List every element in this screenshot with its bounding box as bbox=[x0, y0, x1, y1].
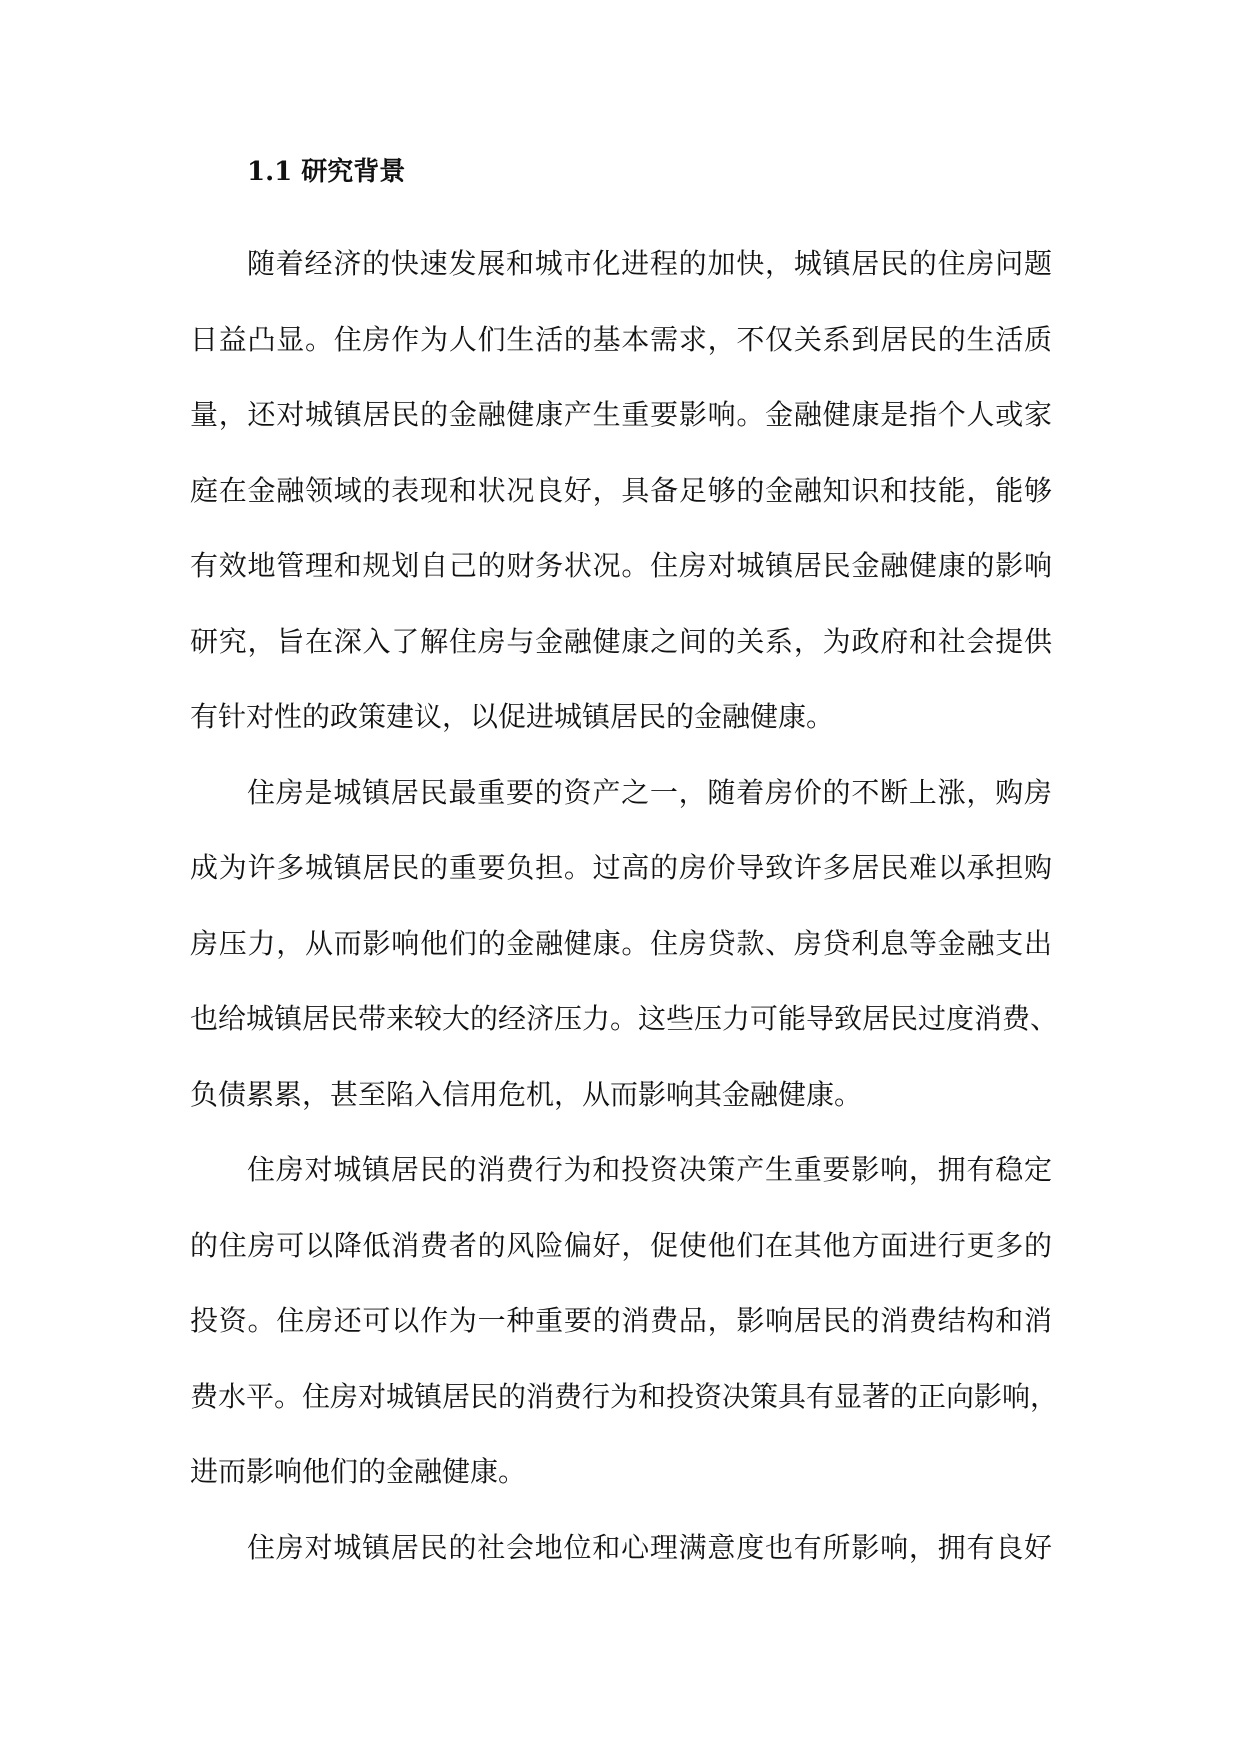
text-line: 研究，旨在深入了解住房与金融健康之间的关系，为政府和社会提供 bbox=[190, 624, 1052, 658]
section-heading bbox=[190, 150, 1052, 194]
text-line: 量，还对城镇居民的金融健康产生重要影响。金融健康是指个人或家 bbox=[190, 398, 1052, 431]
section-number: 1.1 bbox=[247, 157, 293, 187]
text-line: 日益凸显。住房作为人们生活的基本需求，不仅关系到居民的生活质 bbox=[190, 322, 1052, 356]
text-line: 住房对城镇居民的社会地位和心理满意度也有所影响，拥有良好 bbox=[247, 1530, 1052, 1564]
paragraph-2 bbox=[190, 755, 1059, 1133]
text-line: 投资。住房还可以作为一种重要的消费品，影响居民的消费结构和消 bbox=[190, 1304, 1052, 1337]
paragraph-3 bbox=[190, 1132, 1059, 1510]
text-line: 成为许多城镇居民的重要负担。过高的房价导致许多居民难以承担购 bbox=[190, 851, 1052, 884]
text-line: 负债累累，甚至陷入信用危机，从而影响其金融健康。 bbox=[190, 1077, 863, 1111]
paragraph-4 bbox=[190, 1510, 1052, 1586]
text-line: 有针对性的政策建议，以促进城镇居民的金融健康。 bbox=[190, 700, 835, 733]
text-line: 费水平。住房对城镇居民的消费行为和投资决策具有显著的正向影响， bbox=[190, 1379, 1059, 1413]
paragraph-1 bbox=[190, 226, 1052, 755]
text-line: 庭在金融领域的表现和状况良好，具备足够的金融知识和技能，能够 bbox=[190, 473, 1052, 507]
text-line: 随着经济的快速发展和城市化进程的加快，城镇居民的住房问题 bbox=[247, 247, 1052, 280]
document-page bbox=[190, 150, 1059, 1585]
section-title: 研究背景 bbox=[301, 157, 406, 187]
text-line: 有效地管理和规划自己的财务状况。住房对城镇居民金融健康的影响 bbox=[190, 549, 1052, 582]
text-line: 的住房可以降低消费者的风险偏好，促使他们在其他方面进行更多的 bbox=[190, 1228, 1052, 1262]
text-line: 房压力，从而影响他们的金融健康。住房贷款、房贷利息等金融支出 bbox=[190, 926, 1052, 960]
text-line: 住房对城镇居民的消费行为和投资决策产生重要影响，拥有稳定 bbox=[247, 1153, 1052, 1186]
text-line: 住房是城镇居民最重要的资产之一，随着房价的不断上涨，购房 bbox=[247, 775, 1052, 809]
text-line: 进而影响他们的金融健康。 bbox=[190, 1455, 527, 1488]
text-line: 也给城镇居民带来较大的经济压力。这些压力可能导致居民过度消费、 bbox=[190, 1002, 1059, 1035]
